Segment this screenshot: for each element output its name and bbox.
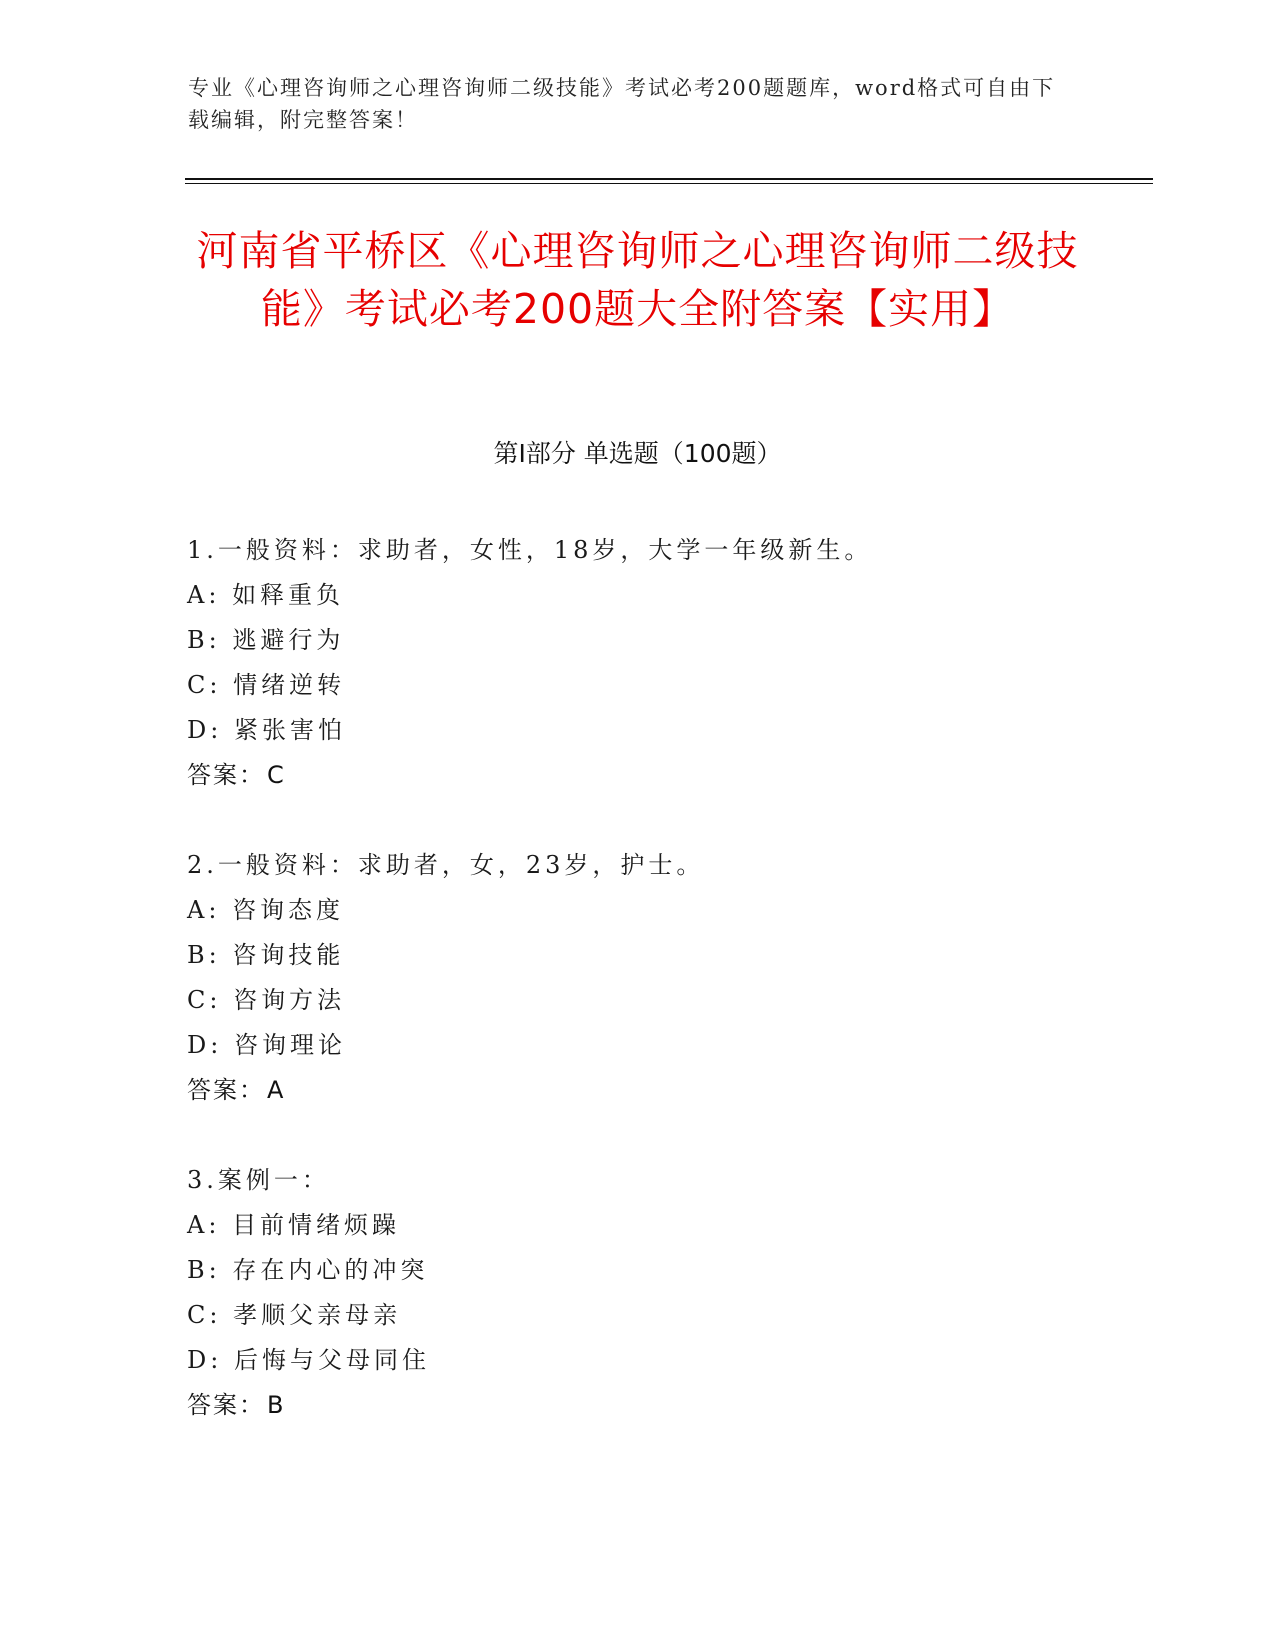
option-label: A: [187,1211,221,1239]
option-b [187,1248,1087,1293]
option-a [187,888,1087,933]
answer-label: 答案： [187,761,265,789]
option-label: B: [187,941,221,969]
option-text: 逃避行为 [232,626,345,654]
option-label: D: [187,1346,223,1374]
header-rule-thick [185,178,1153,180]
option-label: C: [187,986,222,1014]
option-text: 情绪逆转 [233,671,346,699]
question-3 [187,1158,1087,1428]
option-text: 如释重负 [232,581,345,609]
header-rule-thin [185,183,1153,184]
answer-line [187,1383,1087,1428]
option-text: 咨询态度 [232,896,345,924]
answer-value: B [267,1391,286,1419]
header-note: 专业《心理咨询师之心理咨询师二级技能》考试必考200题题库，word格式可自由下载编辑，附完整答案！ [188,76,1056,132]
option-text: 咨询理论 [233,1031,346,1059]
option-c [187,663,1087,708]
section-title: 第I部分 单选题（100题） [493,439,782,468]
option-label: D: [187,716,223,744]
option-label: A: [187,896,221,924]
option-text: 后悔与父母同住 [233,1346,430,1374]
document-title: 河南省平桥区《心理咨询师之心理咨询师二级技能》考试必考200题大全附答案【实用】 [196,227,1079,333]
answer-value: A [267,1076,286,1104]
option-text: 咨询方法 [233,986,346,1014]
option-d [187,1023,1087,1068]
option-text: 咨询技能 [232,941,345,969]
option-c [187,978,1087,1023]
option-text: 存在内心的冲突 [232,1256,429,1284]
option-d [187,708,1087,753]
option-b [187,618,1087,663]
question-stem: 1.一般资料：求助者，女性，18岁，大学一年级新生。 [187,536,873,564]
option-c [187,1293,1087,1338]
question-2 [187,843,1087,1113]
option-label: C: [187,671,222,699]
answer-label: 答案： [187,1391,265,1419]
option-d [187,1338,1087,1383]
question-1 [187,528,1087,798]
option-label: B: [187,1256,221,1284]
question-stem: 2.一般资料：求助者，女，23岁，护士。 [187,851,705,879]
option-a [187,573,1087,618]
answer-line [187,1068,1087,1113]
option-text: 孝顺父亲母亲 [233,1301,402,1329]
option-text: 目前情绪烦躁 [232,1211,401,1239]
answer-label: 答案： [187,1076,265,1104]
option-label: A: [187,581,221,609]
question-list [187,528,1087,1473]
option-label: C: [187,1301,222,1329]
answer-line [187,753,1087,798]
option-label: B: [187,626,221,654]
option-label: D: [187,1031,223,1059]
question-stem: 3.案例一： [187,1166,330,1194]
answer-value: C [267,761,286,789]
option-a [187,1203,1087,1248]
option-text: 紧张害怕 [233,716,346,744]
option-b [187,933,1087,978]
